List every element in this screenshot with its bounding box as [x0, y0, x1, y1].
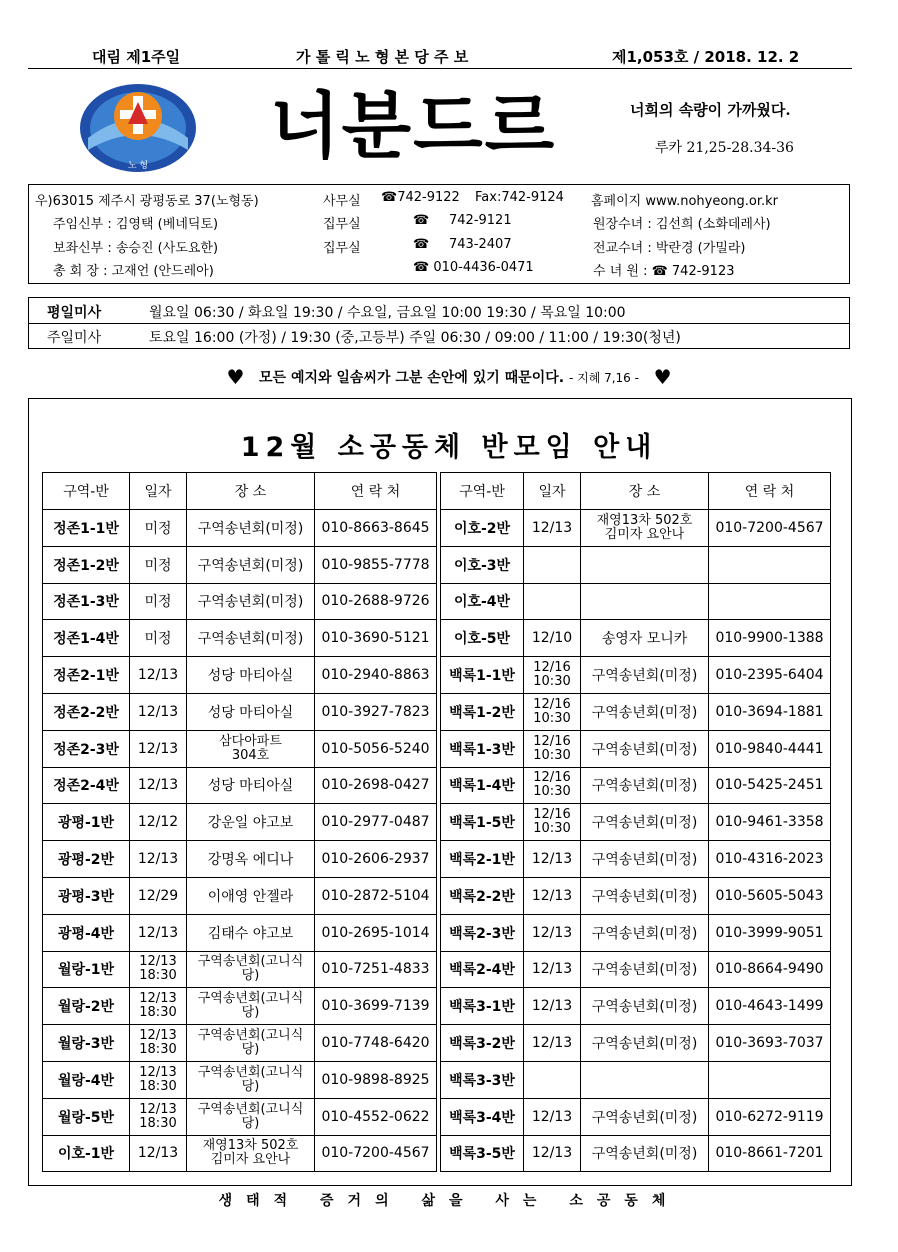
cell-line: 김미자 요안나 [604, 526, 685, 542]
table-row [43, 583, 831, 620]
cell-phone: 010-2977-0487 [315, 804, 437, 841]
cell-date: 12/13 [524, 877, 581, 914]
gospel-reference: 루카 21,25-28.34-36 [655, 140, 794, 156]
cell-place: 구역송년회(미정) [581, 1098, 709, 1135]
cell-phone: 010-3694-1881 [709, 693, 831, 730]
schedule-table [42, 472, 831, 1172]
cell-date [524, 693, 581, 730]
issue-date: 제1,053호 / 2018. 12. 2 [612, 48, 800, 66]
sunday-mass-row [29, 323, 849, 348]
cell-date: 12/13 [524, 510, 581, 547]
cell-phone: 010-2688-9726 [315, 583, 437, 620]
cell-phone: 010-2872-5104 [315, 877, 437, 914]
bulletin-name: 가 톨 릭 노 형 본 당 주 보 [296, 48, 469, 66]
cell-place: 구역송년회(미정) [581, 767, 709, 804]
cell-ban: 광평-2반 [43, 841, 130, 878]
chairman-tel: ☎ 010-4436-0471 [413, 260, 534, 275]
table-row [43, 804, 831, 841]
cell-place [187, 1061, 315, 1098]
cell-line: 구역송년회(고니식 [197, 1101, 304, 1117]
cell-place: 구역송년회(미정) [187, 620, 315, 657]
cell-phone: 010-2606-2937 [315, 841, 437, 878]
cell-place [187, 951, 315, 988]
cell-line: 18:30 [139, 1005, 177, 1021]
cell-ban: 정존2-1반 [43, 657, 130, 694]
cell-phone [709, 546, 831, 583]
cell-place: 구역송년회(미정) [581, 657, 709, 694]
cell-date: 12/29 [130, 877, 187, 914]
cell-line: 삼다아파트 [219, 733, 282, 749]
cell-ban: 월랑-5반 [43, 1098, 130, 1135]
cell-ban: 월랑-2반 [43, 988, 130, 1025]
cell-date: 12/10 [524, 620, 581, 657]
table-row [43, 620, 831, 657]
cell-line: 당) [241, 1078, 260, 1094]
table-row [43, 546, 831, 583]
bulletin-header [0, 46, 898, 68]
council-chairman: 총 회 장 : 고재언 (안드레아) [53, 264, 214, 279]
cell-ban: 이호-2반 [441, 510, 524, 547]
motto-reference: - 지혜 7,16 - [568, 371, 639, 385]
cell-line: 12/13 [139, 954, 177, 970]
table-row [43, 510, 831, 547]
cell-date [130, 1098, 187, 1135]
cell-place [581, 1061, 709, 1098]
cell-place: 송영자 모니카 [581, 620, 709, 657]
cell-line: 김미자 요안나 [210, 1152, 291, 1168]
cell-phone: 010-9900-1388 [709, 620, 831, 657]
assistant-priest: 보좌신부 : 송승진 (사도요한) [53, 241, 219, 256]
homepage: 홈페이지 www.nohyeong.or.kr [591, 194, 779, 209]
cell-date: 12/13 [524, 951, 581, 988]
cell-ban: 백록1-4반 [441, 767, 524, 804]
cell-phone: 010-7200-4567 [315, 1135, 437, 1172]
cell-place: 구역송년회(미정) [581, 877, 709, 914]
cell-phone: 010-9855-7778 [315, 546, 437, 583]
cell-phone: 010-8661-7201 [709, 1135, 831, 1172]
heart-icon: ♥ [653, 365, 672, 389]
cell-date [524, 730, 581, 767]
footer-slogan: 생태적 증거의 삶을 사는 소공동체 [218, 1193, 680, 1209]
phone-icon: ☎ [413, 237, 430, 252]
cell-ban: 백록2-3반 [441, 914, 524, 951]
cell-line: 10:30 [533, 747, 571, 763]
col-header-place: 장 소 [581, 473, 709, 510]
cell-line: 재영13차 502호 [596, 512, 693, 528]
rectory-tel: 742-9121 [449, 213, 512, 228]
cell-place [187, 1098, 315, 1135]
cell-line: 12/16 [533, 696, 571, 712]
cell-date [130, 951, 187, 988]
rectory2-label: 집무실 [323, 241, 361, 256]
cell-date: 12/13 [524, 1135, 581, 1172]
cell-phone: 010-7200-4567 [709, 510, 831, 547]
cell-ban: 백록1-1반 [441, 657, 524, 694]
cell-place [187, 1025, 315, 1062]
pastor: 주임신부 : 김영택 (베네딕토) [53, 217, 219, 232]
table-row [43, 951, 831, 988]
cell-date: 12/13 [130, 841, 187, 878]
cell-line: 12/16 [533, 733, 571, 749]
cell-line: 구역송년회(고니식 [197, 991, 304, 1007]
cell-phone: 010-3693-7037 [709, 1025, 831, 1062]
office-tel: ☎742-9122 [381, 190, 460, 205]
cell-line: 12/16 [533, 660, 571, 676]
cell-ban: 백록1-3반 [441, 730, 524, 767]
cell-line: 18:30 [139, 1115, 177, 1131]
cell-ban: 정존1-4반 [43, 620, 130, 657]
cell-line: 당) [241, 1005, 260, 1021]
cell-date [524, 767, 581, 804]
office-label: 사무실 [323, 194, 361, 209]
cell-phone: 010-5605-5043 [709, 877, 831, 914]
cell-line: 304호 [231, 747, 270, 763]
cell-place: 구역송년회(미정) [581, 988, 709, 1025]
cell-phone: 010-6272-9119 [709, 1098, 831, 1135]
cell-place: 구역송년회(미정) [187, 546, 315, 583]
cell-line: 10:30 [533, 674, 571, 690]
schedule-title: 12월 소공동체 반모임 안내 [240, 432, 658, 463]
cell-place: 구역송년회(미정) [187, 583, 315, 620]
cell-date: 12/13 [130, 914, 187, 951]
weekday-mass-times: 월요일 06:30 / 화요일 19:30 / 수요일, 금요일 10:00 19:30 / 목요일 10:00 [149, 305, 626, 321]
phone-icon: ☎ [413, 213, 430, 228]
cell-phone: 010-2695-1014 [315, 914, 437, 951]
header-divider [28, 68, 852, 69]
table-row [43, 841, 831, 878]
cell-phone: 010-2940-8863 [315, 657, 437, 694]
superior-sister: 원장수녀 : 김선희 (소화데레사) [593, 217, 771, 232]
cell-ban: 백록3-3반 [441, 1061, 524, 1098]
cell-ban: 월랑-1반 [43, 951, 130, 988]
cell-line: 구역송년회(고니식 [197, 954, 304, 970]
parish-info-box [28, 184, 850, 284]
cell-line: 구역송년회(고니식 [197, 1064, 304, 1080]
cell-ban: 월랑-3반 [43, 1025, 130, 1062]
col-header-date: 일자 [524, 473, 581, 510]
cell-date: 미정 [130, 583, 187, 620]
cell-date [130, 1025, 187, 1062]
cell-ban: 월랑-4반 [43, 1061, 130, 1098]
col-header-phone: 연 락 처 [315, 473, 437, 510]
cell-ban: 백록2-2반 [441, 877, 524, 914]
cell-date [130, 1061, 187, 1098]
cell-phone [709, 1061, 831, 1098]
cell-ban: 광평-4반 [43, 914, 130, 951]
mission-sister: 전교수녀 : 박란경 (가밀라) [593, 241, 746, 256]
cell-ban: 백록2-1반 [441, 841, 524, 878]
table-row [43, 877, 831, 914]
cell-line: 12/16 [533, 807, 571, 823]
cell-ban: 백록3-4반 [441, 1098, 524, 1135]
cell-ban: 이호-4반 [441, 583, 524, 620]
cell-date: 12/13 [524, 1098, 581, 1135]
address: 우)63015 제주시 광평동로 37(노형동) [35, 194, 259, 209]
table-row [43, 988, 831, 1025]
cell-place [187, 1135, 315, 1172]
cell-ban: 이호-3반 [441, 546, 524, 583]
col-header-ban: 구역-반 [43, 473, 130, 510]
cell-place: 구역송년회(미정) [581, 730, 709, 767]
cell-date: 12/13 [524, 1025, 581, 1062]
cell-date: 12/13 [130, 767, 187, 804]
cell-ban: 광평-3반 [43, 877, 130, 914]
cell-ban: 정존2-2반 [43, 693, 130, 730]
cell-line: 10:30 [533, 784, 571, 800]
cell-date: 미정 [130, 620, 187, 657]
rectory2-tel: 743-2407 [449, 237, 512, 252]
cell-phone: 010-7251-4833 [315, 951, 437, 988]
cell-ban: 광평-1반 [43, 804, 130, 841]
table-row [43, 1135, 831, 1172]
cell-date [524, 1061, 581, 1098]
cell-phone: 010-4552-0622 [315, 1098, 437, 1135]
cell-phone: 010-3927-7823 [315, 693, 437, 730]
col-header-place: 장 소 [187, 473, 315, 510]
cell-place [581, 583, 709, 620]
table-row [43, 657, 831, 694]
cell-place [187, 730, 315, 767]
cell-line: 12/16 [533, 770, 571, 786]
col-header-date: 일자 [130, 473, 187, 510]
cell-date [524, 546, 581, 583]
cell-phone: 010-5425-2451 [709, 767, 831, 804]
table-row [43, 1025, 831, 1062]
cell-date [130, 988, 187, 1025]
cell-date [524, 804, 581, 841]
table-row [43, 914, 831, 951]
cell-ban: 백록1-5반 [441, 804, 524, 841]
cell-ban: 정존2-3반 [43, 730, 130, 767]
cell-phone: 010-4643-1499 [709, 988, 831, 1025]
weekday-mass-label: 평일미사 [47, 305, 102, 321]
cell-place: 성당 마티아실 [187, 767, 315, 804]
liturgical-sunday: 대림 제1주일 [92, 48, 181, 66]
rectory-label: 집무실 [323, 217, 361, 232]
motto-line [0, 365, 898, 389]
cell-place: 구역송년회(미정) [187, 510, 315, 547]
cell-phone: 010-3690-5121 [315, 620, 437, 657]
cell-line: 10:30 [533, 710, 571, 726]
cell-line: 12/13 [139, 1101, 177, 1117]
cell-phone: 010-5056-5240 [315, 730, 437, 767]
cell-phone: 010-2698-0427 [315, 767, 437, 804]
sunday-mass-times: 토요일 16:00 (가정) / 19:30 (중,고등부) 주일 06:30 / 09:00 / 11:00 / 19:30(청년) [149, 330, 681, 346]
cell-place [187, 988, 315, 1025]
cell-place [581, 546, 709, 583]
convent-tel: 수 녀 원 : ☎ 742-9123 [593, 264, 735, 279]
cell-ban: 정존1-1반 [43, 510, 130, 547]
cell-date [524, 583, 581, 620]
cell-place: 이애영 안젤라 [187, 877, 315, 914]
cell-place: 구역송년회(미정) [581, 914, 709, 951]
mass-schedule-box [28, 297, 850, 349]
cell-phone: 010-3999-9051 [709, 914, 831, 951]
cell-line: 12/13 [139, 1028, 177, 1044]
cell-line: 18:30 [139, 1078, 177, 1094]
table-header-row [43, 473, 831, 510]
cell-line: 당) [241, 1115, 260, 1131]
cell-date: 12/13 [524, 841, 581, 878]
motto-text: 모든 예지와 일솜씨가 그분 손안에 있기 때문이다. [259, 370, 565, 386]
cell-place: 구역송년회(미정) [581, 1025, 709, 1062]
table-row [43, 1061, 831, 1098]
cell-place: 성당 마티아실 [187, 693, 315, 730]
cell-line: 당) [241, 1042, 260, 1058]
cell-ban: 정존1-2반 [43, 546, 130, 583]
parish-logo [78, 80, 198, 176]
cell-place: 구역송년회(미정) [581, 804, 709, 841]
cell-line: 10:30 [533, 821, 571, 837]
cell-line: 12/13 [139, 991, 177, 1007]
cell-phone: 010-3699-7139 [315, 988, 437, 1025]
table-row [43, 730, 831, 767]
cell-ban: 정존2-4반 [43, 767, 130, 804]
cell-date: 미정 [130, 510, 187, 547]
cell-date: 12/12 [130, 804, 187, 841]
cell-phone: 010-7748-6420 [315, 1025, 437, 1062]
cell-line: 18:30 [139, 1042, 177, 1058]
gospel-quote: 너희의 속량이 가까웠다. [630, 101, 791, 119]
cell-ban: 백록2-4반 [441, 951, 524, 988]
cell-ban: 이호-5반 [441, 620, 524, 657]
cell-date: 12/13 [130, 657, 187, 694]
table-row [43, 693, 831, 730]
col-header-phone: 연 락 처 [709, 473, 831, 510]
cell-date: 12/13 [130, 693, 187, 730]
cell-phone: 010-8663-8645 [315, 510, 437, 547]
cell-line: 당) [241, 968, 260, 984]
cell-place: 구역송년회(미정) [581, 951, 709, 988]
cell-phone: 010-4316-2023 [709, 841, 831, 878]
fax: Fax:742-9124 [475, 190, 564, 205]
col-header-ban: 구역-반 [441, 473, 524, 510]
cell-phone: 010-9461-3358 [709, 804, 831, 841]
cell-ban: 정존1-3반 [43, 583, 130, 620]
cell-date: 12/13 [130, 730, 187, 767]
cell-ban: 이호-1반 [43, 1135, 130, 1172]
cell-place [581, 510, 709, 547]
cell-phone: 010-9898-8925 [315, 1061, 437, 1098]
cell-place: 구역송년회(미정) [581, 841, 709, 878]
logo-text: 노 형 [127, 161, 149, 171]
heart-icon: ♥ [226, 365, 245, 389]
cell-line: 12/13 [139, 1064, 177, 1080]
cell-ban: 백록3-1반 [441, 988, 524, 1025]
cell-phone: 010-8664-9490 [709, 951, 831, 988]
cell-phone: 010-9840-4441 [709, 730, 831, 767]
cell-place: 구역송년회(미정) [581, 693, 709, 730]
cell-line: 재영13차 502호 [202, 1138, 299, 1154]
cell-date: 미정 [130, 546, 187, 583]
cell-date [524, 657, 581, 694]
sunday-mass-label: 주일미사 [47, 330, 102, 346]
cell-place: 강명옥 에디나 [187, 841, 315, 878]
cell-ban: 백록3-2반 [441, 1025, 524, 1062]
cell-ban: 백록1-2반 [441, 693, 524, 730]
cell-phone [709, 583, 831, 620]
bulletin-title: 너분드르 [270, 84, 557, 168]
cell-date: 12/13 [524, 914, 581, 951]
cell-phone: 010-2395-6404 [709, 657, 831, 694]
cell-date: 12/13 [130, 1135, 187, 1172]
cell-place: 강운일 야고보 [187, 804, 315, 841]
cell-line: 구역송년회(고니식 [197, 1028, 304, 1044]
table-row [43, 767, 831, 804]
cell-date: 12/13 [524, 988, 581, 1025]
weekday-mass-row [29, 298, 849, 324]
cell-ban: 백록3-5반 [441, 1135, 524, 1172]
cell-line: 18:30 [139, 968, 177, 984]
cell-place: 성당 마티아실 [187, 657, 315, 694]
table-row [43, 1098, 831, 1135]
cell-place: 김태수 야고보 [187, 914, 315, 951]
cell-place: 구역송년회(미정) [581, 1135, 709, 1172]
